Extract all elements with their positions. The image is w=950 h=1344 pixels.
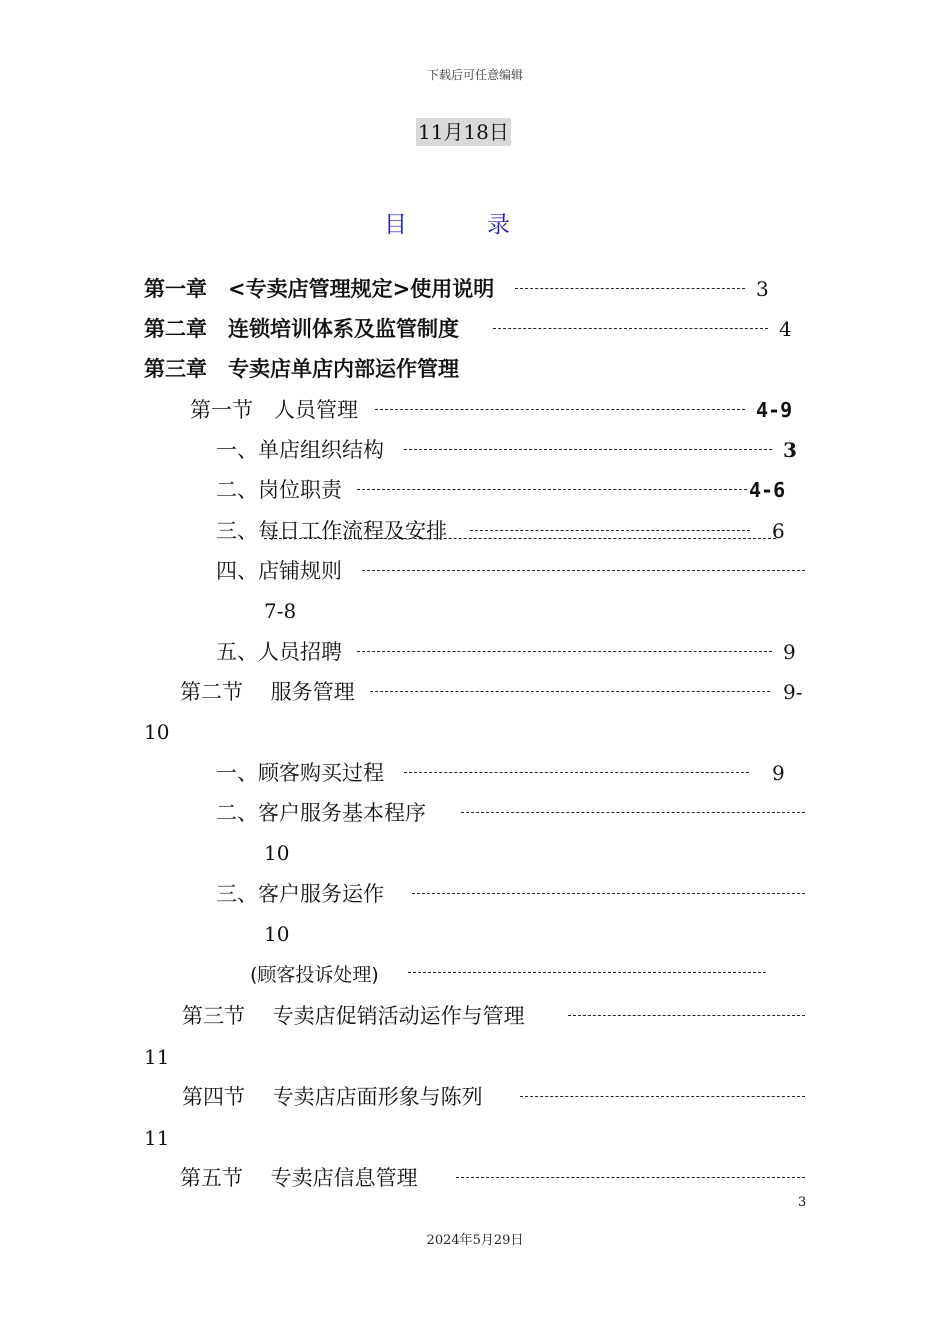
toc-entry-page-wrapped: 7-8 xyxy=(264,599,297,623)
leader-dashes xyxy=(493,328,768,329)
toc-entry-page: 9 xyxy=(772,761,785,785)
toc-entry-label: 二、岗位职责 xyxy=(216,478,342,502)
toc-entry-s1-4[interactable] xyxy=(0,556,950,588)
footer-date: 2024年5月29日 xyxy=(426,1233,524,1248)
toc-entry-label: 第一章 <专卖店管理规定>使用说明 xyxy=(144,277,495,301)
toc-entry-page: 6 xyxy=(772,519,785,543)
toc-entry-s2-1[interactable] xyxy=(0,758,950,790)
toc-entry-label: 第三章 专卖店单店内部运作管理 xyxy=(144,357,459,381)
toc-entry-page-wrapped: 11 xyxy=(144,1045,170,1069)
leader-dashes xyxy=(404,449,772,450)
toc-entry-page-wrapped: 10 xyxy=(264,922,290,946)
toc-entry-s1[interactable] xyxy=(0,395,950,427)
toc-entry-page-wrapped: 10 xyxy=(144,720,170,744)
toc-entry-label: 第二节 服务管理 xyxy=(180,680,355,704)
toc-entry-s2-2[interactable] xyxy=(0,798,950,830)
leader-dashes xyxy=(404,772,749,773)
toc-entry-s1-3[interactable] xyxy=(0,516,950,548)
page-header-note: 下载后可任意编辑 xyxy=(426,68,523,82)
toc-entry-label: 第一节 人员管理 xyxy=(190,398,358,422)
toc-entry-s4[interactable] xyxy=(0,1082,950,1114)
leader-dashes xyxy=(568,1015,805,1016)
toc-entry-ch3[interactable] xyxy=(0,354,950,386)
toc-title-left: 目 xyxy=(384,212,407,238)
toc-entry-label: 一、顾客购买过程 xyxy=(216,761,384,785)
toc-entry-label: 一、单店组织结构 xyxy=(216,438,384,462)
toc-entry-page-wrapped: 10 xyxy=(264,841,290,865)
toc-entry-s5[interactable] xyxy=(0,1163,950,1195)
date-heading: 11月18日 xyxy=(418,120,509,144)
toc-entry-label: 第四节 专卖店店面形象与陈列 xyxy=(182,1085,483,1109)
leader-dashes-overlay xyxy=(264,538,776,539)
toc-entry-page: 9 xyxy=(783,640,796,664)
toc-entry-page: 3 xyxy=(783,438,797,462)
leader-dashes xyxy=(461,812,805,813)
toc-entry-s1-1[interactable] xyxy=(0,435,950,467)
toc-entry-label: 四、店铺规则 xyxy=(216,559,342,583)
toc-entry-page: 4 xyxy=(779,317,792,341)
toc-entry-page-wrapped: 11 xyxy=(144,1126,170,1150)
toc-entry-ch1[interactable] xyxy=(0,274,950,306)
toc-entry-label: 第三节 专卖店促销活动运作与管理 xyxy=(182,1004,525,1028)
leader-dashes xyxy=(520,1096,805,1097)
toc-entry-page: 9- xyxy=(783,680,803,704)
toc-entry-label: 五、人员招聘 xyxy=(216,640,342,664)
toc-entry-label: 三、客户服务运作 xyxy=(216,882,384,906)
toc-entry-label: 第二章 连锁培训体系及监管制度 xyxy=(144,317,459,341)
toc-entry-s1-5[interactable] xyxy=(0,637,950,669)
toc-entry-ch2[interactable] xyxy=(0,314,950,346)
toc-entry-label: 二、客户服务基本程序 xyxy=(216,801,426,825)
leader-dashes xyxy=(515,288,745,289)
toc-entry-page: 4-6 xyxy=(749,478,786,502)
toc-entry-page: 4-9 xyxy=(756,398,793,422)
toc-entry-label: 第五节 专卖店信息管理 xyxy=(180,1166,418,1190)
leader-dashes xyxy=(357,489,747,490)
toc-entry-s2-3-note[interactable] xyxy=(0,960,950,992)
toc-entry-s1-2[interactable] xyxy=(0,475,950,507)
leader-dashes xyxy=(375,409,745,410)
toc-entry-s2-3[interactable] xyxy=(0,879,950,911)
leader-dashes xyxy=(412,893,805,894)
page-number: 3 xyxy=(798,1195,807,1210)
leader-dashes xyxy=(408,972,766,973)
toc-title-right: 录 xyxy=(487,212,510,238)
toc-entry-label: (顾客投诉处理) xyxy=(250,964,379,986)
toc-title xyxy=(384,206,510,239)
toc-entry-label: 三、每日工作流程及安排 xyxy=(216,519,447,543)
toc-entry-s3[interactable] xyxy=(0,1001,950,1033)
leader-dashes xyxy=(357,651,772,652)
leader-dashes xyxy=(362,570,805,571)
leader-dashes xyxy=(456,1177,805,1178)
leader-dashes xyxy=(370,691,770,692)
toc-entry-s2[interactable] xyxy=(0,677,950,709)
toc-entry-page: 3 xyxy=(756,277,769,301)
leader-dashes xyxy=(470,530,750,531)
